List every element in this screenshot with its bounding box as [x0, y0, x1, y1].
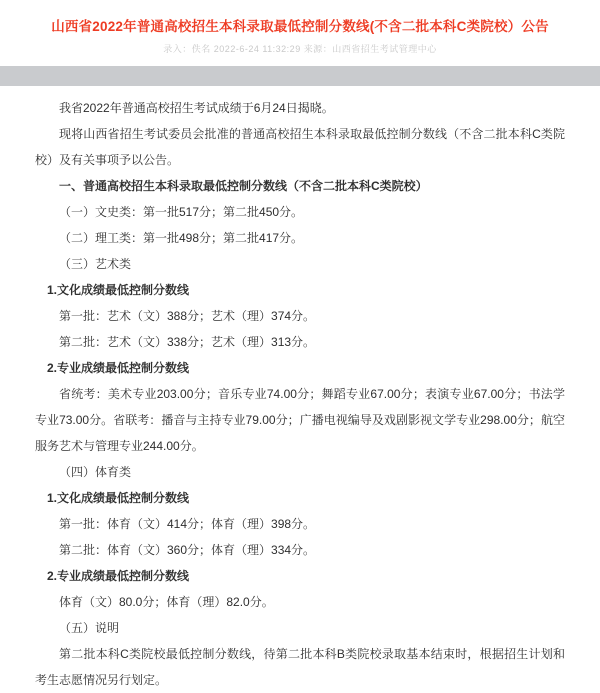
paragraph: 1.文化成绩最低控制分数线	[47, 491, 190, 505]
article-body	[0, 86, 600, 693]
paragraph: 我省2022年普通高校招生考试成绩于6月24日揭晓。	[59, 101, 334, 115]
paragraph: 2.专业成绩最低控制分数线	[47, 361, 190, 375]
paragraph: 第二批：艺术（文）338分；艺术（理）313分。	[59, 335, 316, 349]
paragraph: 第二批本科C类院校最低控制分数线，待第二批本科B类院校录取基本结束时，根据招生计划和考生志愿情况另行划定。	[35, 647, 565, 687]
paragraph: 现将山西省招生考试委员会批准的普通高校招生本科录取最低控制分数线（不含二批本科C类院校）及有关事项予以公告。	[35, 127, 565, 167]
divider-band	[0, 66, 600, 86]
paragraph: 第一批：艺术（文）388分；艺术（理）374分。	[59, 309, 316, 323]
paragraph: （五）说明	[59, 621, 120, 635]
paragraph: 省统考：美术专业203.00分；音乐专业74.00分；舞蹈专业67.00分；表演专业67.00分；书法学专业73.00分。省联考：播音与主持专业79.00分；广播电视编导及戏剧影视文学专业298.00分；航空服务艺术与管理专业244.00分。	[35, 387, 565, 453]
page-meta-line: 录入：佚名 2022-6-24 11:32:29 来源：山西省招生考试管理中心	[163, 44, 437, 54]
page-title: 山西省2022年普通高校招生本科录取最低控制分数线(不含二批本科C类院校）公告	[51, 19, 549, 34]
paragraph: 1.文化成绩最低控制分数线	[47, 283, 190, 297]
paragraph: 体育（文）80.0分；体育（理）82.0分。	[59, 595, 274, 609]
paragraph: 一、普通高校招生本科录取最低控制分数线（不含二批本科C类院校）	[59, 179, 428, 193]
paragraph: （三）艺术类	[59, 257, 132, 271]
paragraph: （二）理工类：第一批498分；第二批417分。	[59, 231, 304, 245]
paragraph: 第二批：体育（文）360分；体育（理）334分。	[59, 543, 316, 557]
paragraph: 2.专业成绩最低控制分数线	[47, 569, 190, 583]
paragraph: 第一批：体育（文）414分；体育（理）398分。	[59, 517, 316, 531]
paragraph: （四）体育类	[59, 465, 132, 479]
paragraph: （一）文史类：第一批517分；第二批450分。	[59, 205, 304, 219]
